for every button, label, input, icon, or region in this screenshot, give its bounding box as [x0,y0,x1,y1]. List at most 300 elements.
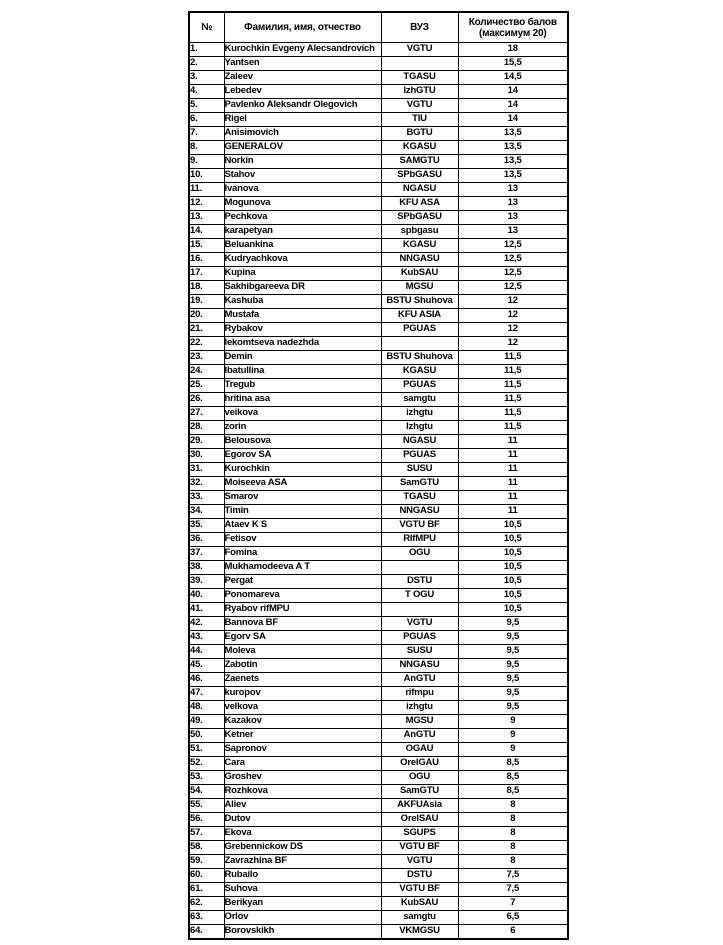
cell-num: 1. [189,43,224,57]
cell-num: 60. [189,869,224,883]
table-row [189,687,568,701]
cell-university: NGASU [381,435,458,449]
cell-score: 14 [458,99,568,113]
cell-name: Mukhamodeeva A T [224,561,381,575]
table-header [189,12,568,43]
cell-university: KFU ASIA [381,309,458,323]
cell-university [381,337,458,351]
table-row [189,449,568,463]
cell-university: OrelSAU [381,813,458,827]
cell-name: Mogunova [224,197,381,211]
table-body [189,43,568,939]
cell-num: 18. [189,281,224,295]
cell-score: 11,5 [458,393,568,407]
cell-university: IzhGTU [381,85,458,99]
cell-name: Cara [224,757,381,771]
cell-num: 52. [189,757,224,771]
cell-name: Dutov [224,813,381,827]
header-university: ВУЗ [381,12,458,43]
cell-university: PGUAS [381,631,458,645]
table-row [189,379,568,393]
cell-score: 9,5 [458,687,568,701]
cell-score: 9,5 [458,645,568,659]
cell-university: KGASU [381,141,458,155]
cell-num: 38. [189,561,224,575]
cell-num: 64. [189,925,224,939]
cell-name: Kurochkin Evgeny Alecsandrovich [224,43,381,57]
table-row [189,785,568,799]
cell-score: 11 [458,435,568,449]
cell-num: 20. [189,309,224,323]
cell-university: TIU [381,113,458,127]
cell-name: Kurochkin [224,463,381,477]
cell-name: Aliev [224,799,381,813]
cell-score: 11,5 [458,351,568,365]
cell-university: BSTU Shuhova [381,295,458,309]
table-row [189,603,568,617]
cell-university: PGUAS [381,323,458,337]
table-row [189,533,568,547]
cell-num: 4. [189,85,224,99]
cell-university: OGU [381,771,458,785]
table-row [189,869,568,883]
header-score [458,12,568,43]
table-row [189,659,568,673]
cell-num: 34. [189,505,224,519]
table-row [189,155,568,169]
cell-name: Bannova BF [224,617,381,631]
table-row [189,841,568,855]
cell-university: TGASU [381,491,458,505]
cell-score: 13 [458,225,568,239]
cell-num: 46. [189,673,224,687]
cell-score: 7,5 [458,869,568,883]
cell-score: 7 [458,897,568,911]
cell-num: 21. [189,323,224,337]
cell-num: 14. [189,225,224,239]
cell-num: 19. [189,295,224,309]
table-row [189,57,568,71]
cell-name: Yantsen [224,57,381,71]
cell-university: rifmpu [381,687,458,701]
table-row [189,771,568,785]
cell-num: 36. [189,533,224,547]
cell-num: 59. [189,855,224,869]
cell-num: 28. [189,421,224,435]
cell-university: NGASU [381,183,458,197]
table-row [189,127,568,141]
cell-score: 13 [458,211,568,225]
header-row [189,12,568,43]
cell-university: VKMGSU [381,925,458,939]
cell-score: 8 [458,799,568,813]
cell-score: 8,5 [458,757,568,771]
cell-score: 11,5 [458,407,568,421]
cell-score: 12 [458,309,568,323]
cell-num: 61. [189,883,224,897]
table-row [189,183,568,197]
cell-score: 11 [458,477,568,491]
cell-university: SamGTU [381,477,458,491]
cell-university: VGTU BF [381,519,458,533]
cell-score: 12 [458,295,568,309]
cell-name: Lebedev [224,85,381,99]
cell-name: Pavlenko Aleksandr Olegovich [224,99,381,113]
cell-name: Zaleev [224,71,381,85]
cell-name: Suhova [224,883,381,897]
cell-num: 17. [189,267,224,281]
cell-name: GENERALOV [224,141,381,155]
cell-num: 32. [189,477,224,491]
cell-university: DSTU [381,869,458,883]
cell-num: 6. [189,113,224,127]
cell-score: 9,5 [458,659,568,673]
cell-score: 11,5 [458,365,568,379]
cell-name: Kashuba [224,295,381,309]
cell-score: 12 [458,337,568,351]
cell-name: Ketner [224,729,381,743]
cell-name: Berikyan [224,897,381,911]
cell-num: 23. [189,351,224,365]
table-row [189,547,568,561]
cell-score: 13,5 [458,141,568,155]
cell-university: DSTU [381,575,458,589]
cell-num: 29. [189,435,224,449]
cell-name: Beluankina [224,239,381,253]
table-row [189,813,568,827]
cell-university: SGUPS [381,827,458,841]
cell-score: 8 [458,841,568,855]
table-row [189,715,568,729]
table-row [189,589,568,603]
cell-university: NNGASU [381,253,458,267]
table-row [189,561,568,575]
table-row [189,673,568,687]
cell-name: Pechkova [224,211,381,225]
header-name: Фамилия, имя, отчество [224,12,381,43]
cell-num: 25. [189,379,224,393]
cell-university: samgtu [381,393,458,407]
cell-name: hritina asa [224,393,381,407]
cell-num: 30. [189,449,224,463]
cell-num: 45. [189,659,224,673]
cell-name: velkova [224,701,381,715]
table-row [189,43,568,57]
table-row [189,309,568,323]
table-row [189,113,568,127]
results-table [188,11,569,940]
table-row [189,463,568,477]
cell-num: 24. [189,365,224,379]
cell-num: 16. [189,253,224,267]
cell-score: 11 [458,449,568,463]
header-num: № [189,12,224,43]
cell-num: 55. [189,799,224,813]
table-row [189,239,568,253]
cell-university: OGU [381,547,458,561]
cell-score: 10,5 [458,561,568,575]
cell-name: Ekova [224,827,381,841]
cell-score: 12,5 [458,253,568,267]
table-row [189,757,568,771]
cell-name: Sakhibgareeva DR [224,281,381,295]
table-row [189,407,568,421]
table-row [189,435,568,449]
cell-university: KubSAU [381,267,458,281]
cell-score: 9,5 [458,673,568,687]
table-row [189,855,568,869]
cell-university: SUSU [381,463,458,477]
cell-num: 5. [189,99,224,113]
cell-num: 9. [189,155,224,169]
cell-university: Izhgtu [381,421,458,435]
cell-num: 2. [189,57,224,71]
cell-university: KFU ASA [381,197,458,211]
cell-name: kuropov [224,687,381,701]
cell-university: izhgtu [381,701,458,715]
cell-score: 12,5 [458,267,568,281]
cell-name: Kazakov [224,715,381,729]
cell-num: 53. [189,771,224,785]
cell-university: SPbGASU [381,169,458,183]
cell-score: 8,5 [458,771,568,785]
cell-score: 7,5 [458,883,568,897]
cell-score: 9 [458,743,568,757]
cell-university: VGTU [381,43,458,57]
cell-num: 54. [189,785,224,799]
table-row [189,351,568,365]
cell-name: Moleva [224,645,381,659]
cell-num: 8. [189,141,224,155]
cell-name: Rigel [224,113,381,127]
cell-university: SPbGASU [381,211,458,225]
cell-name: Fetisov [224,533,381,547]
cell-name: Egorv SA [224,631,381,645]
table-row [189,883,568,897]
cell-num: 41. [189,603,224,617]
cell-num: 57. [189,827,224,841]
cell-num: 7. [189,127,224,141]
cell-university [381,561,458,575]
cell-name: Egorov SA [224,449,381,463]
table-row [189,281,568,295]
cell-score: 14 [458,113,568,127]
cell-name: Sapronov [224,743,381,757]
table-row [189,827,568,841]
cell-university: spbgasu [381,225,458,239]
cell-university: samgtu [381,911,458,925]
cell-university: T OGU [381,589,458,603]
cell-num: 15. [189,239,224,253]
table-row [189,337,568,351]
cell-university [381,603,458,617]
cell-name: Ponomareva [224,589,381,603]
cell-score: 9,5 [458,631,568,645]
cell-university: AnGTU [381,729,458,743]
cell-name: Zavrazhina BF [224,855,381,869]
table-row [189,743,568,757]
table-row [189,141,568,155]
cell-university: VGTU [381,617,458,631]
cell-score: 12,5 [458,281,568,295]
cell-num: 10. [189,169,224,183]
cell-score: 10,5 [458,533,568,547]
cell-score: 8 [458,855,568,869]
cell-name: Rybakov [224,323,381,337]
cell-score: 9 [458,715,568,729]
cell-score: 11,5 [458,421,568,435]
table-row [189,477,568,491]
table-row [189,575,568,589]
cell-num: 27. [189,407,224,421]
cell-score: 12 [458,323,568,337]
table-row [189,225,568,239]
cell-num: 31. [189,463,224,477]
cell-name: Ivanova [224,183,381,197]
cell-name: Moiseeva ASA [224,477,381,491]
header-score-line2: (максимум 20) [479,27,547,39]
cell-name: Mustafa [224,309,381,323]
cell-name: Tregub [224,379,381,393]
cell-name: zorin [224,421,381,435]
cell-university: TGASU [381,71,458,85]
cell-university: BSTU Shuhova [381,351,458,365]
table-row [189,393,568,407]
cell-score: 6 [458,925,568,939]
table-row [189,631,568,645]
cell-name: Ryabov rifMPU [224,603,381,617]
cell-num: 58. [189,841,224,855]
table-row [189,253,568,267]
cell-num: 43. [189,631,224,645]
cell-name: Ataev K S [224,519,381,533]
cell-name: Rozhkova [224,785,381,799]
cell-score: 9,5 [458,617,568,631]
cell-university: SAMGTU [381,155,458,169]
cell-score: 18 [458,43,568,57]
cell-num: 39. [189,575,224,589]
cell-university: RIfMPU [381,533,458,547]
cell-university: NNGASU [381,659,458,673]
cell-score: 13 [458,183,568,197]
cell-score: 8 [458,813,568,827]
cell-num: 56. [189,813,224,827]
cell-university: OGAU [381,743,458,757]
cell-name: Kupina [224,267,381,281]
cell-university: VGTU BF [381,841,458,855]
cell-name: Demin [224,351,381,365]
cell-name: veikova [224,407,381,421]
table-row [189,99,568,113]
cell-num: 48. [189,701,224,715]
cell-university: AKFUAsia [381,799,458,813]
cell-num: 47. [189,687,224,701]
cell-university: PGUAS [381,379,458,393]
table-row [189,645,568,659]
cell-score: 6,5 [458,911,568,925]
table-row [189,519,568,533]
cell-score: 13,5 [458,155,568,169]
table-row [189,897,568,911]
cell-name: Timin [224,505,381,519]
cell-name: karapetyan [224,225,381,239]
cell-name: Norkin [224,155,381,169]
cell-name: lekomtseva nadezhda [224,337,381,351]
cell-score: 11 [458,505,568,519]
cell-num: 35. [189,519,224,533]
table-row [189,169,568,183]
table-row [189,729,568,743]
cell-name: Zabotin [224,659,381,673]
cell-score: 10,5 [458,547,568,561]
cell-score: 9 [458,729,568,743]
table-row [189,267,568,281]
cell-num: 12. [189,197,224,211]
cell-name: Borovskikh [224,925,381,939]
cell-num: 37. [189,547,224,561]
cell-name: Pergat [224,575,381,589]
cell-num: 3. [189,71,224,85]
table-row [189,925,568,939]
cell-score: 13,5 [458,169,568,183]
cell-num: 49. [189,715,224,729]
cell-name: Anisimovich [224,127,381,141]
table-row [189,505,568,519]
cell-university: SUSU [381,645,458,659]
cell-score: 13,5 [458,127,568,141]
cell-num: 22. [189,337,224,351]
table-row [189,617,568,631]
cell-university: MGSU [381,715,458,729]
cell-name: Zaenets [224,673,381,687]
cell-score: 8 [458,827,568,841]
cell-university: MGSU [381,281,458,295]
cell-num: 44. [189,645,224,659]
cell-university: NNGASU [381,505,458,519]
cell-num: 62. [189,897,224,911]
cell-score: 10,5 [458,575,568,589]
cell-name: Groshev [224,771,381,785]
cell-university: BGTU [381,127,458,141]
cell-name: Stahov [224,169,381,183]
cell-university: PGUAS [381,449,458,463]
table-row [189,491,568,505]
cell-score: 15,5 [458,57,568,71]
cell-score: 10,5 [458,589,568,603]
cell-score: 14,5 [458,71,568,85]
header-score-line1: Количество балов [468,16,557,28]
cell-score: 8,5 [458,785,568,799]
cell-university: SamGTU [381,785,458,799]
table-row [189,421,568,435]
cell-university: AnGTU [381,673,458,687]
cell-university: KGASU [381,365,458,379]
cell-name: Kudryachkova [224,253,381,267]
table-row [189,85,568,99]
table-row [189,365,568,379]
cell-university: KubSAU [381,897,458,911]
cell-name: Rubailo [224,869,381,883]
cell-university: VGTU [381,99,458,113]
cell-num: 50. [189,729,224,743]
table-row [189,71,568,85]
cell-university: VGTU BF [381,883,458,897]
cell-name: Fomina [224,547,381,561]
cell-score: 14 [458,85,568,99]
table-row [189,211,568,225]
cell-num: 40. [189,589,224,603]
cell-university: izhgtu [381,407,458,421]
